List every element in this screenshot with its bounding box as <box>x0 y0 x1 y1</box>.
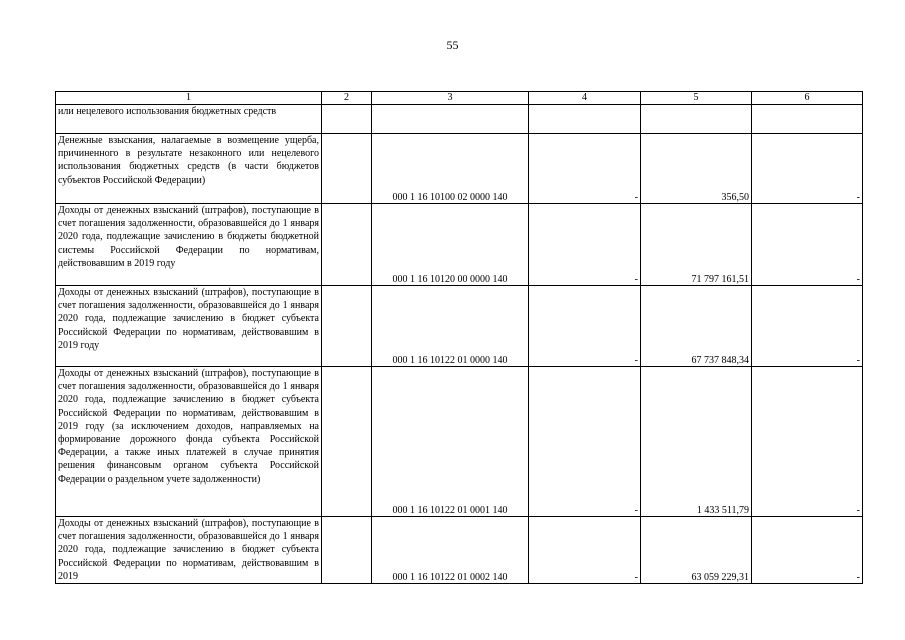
row-amount: 356,50 <box>641 134 752 204</box>
column-header-4: 4 <box>529 92 641 105</box>
row-col2 <box>322 134 372 204</box>
row-col2 <box>322 204 372 286</box>
row-col2 <box>322 105 372 134</box>
column-number-row <box>56 92 863 105</box>
row-col4: - <box>529 517 641 584</box>
row-code: 000 1 16 10100 02 0000 140 <box>372 134 529 204</box>
row-description: Доходы от денежных взысканий (штрафов), поступающие в счет погашения задолженности, образовавшейся до 1 января 2020 года, подлежащие зачислению в бюджеты бюджетной системы Российской Федерации по нормативам, действовавшим в 2019 году <box>56 204 322 286</box>
row-description: Денежные взыскания, налагаемые в возмещение ущерба, причиненного в результате незаконного или нецелевого использования бюджетных средств (в части бюджетов субъектов Российской Федерации) <box>56 134 322 204</box>
table-row <box>56 105 863 134</box>
row-code: 000 1 16 10120 00 0000 140 <box>372 204 529 286</box>
row-col6: - <box>752 134 863 204</box>
table-row <box>56 517 863 584</box>
page-number: 55 <box>446 38 459 52</box>
row-amount: 67 737 848,34 <box>641 286 752 367</box>
row-code: 000 1 16 10122 01 0002 140 <box>372 517 529 584</box>
row-col4: - <box>529 286 641 367</box>
column-header-1: 1 <box>56 92 322 105</box>
row-amount <box>641 105 752 134</box>
revenue-table <box>55 91 863 584</box>
table-row <box>56 134 863 204</box>
row-description: Доходы от денежных взысканий (штрафов), поступающие в счет погашения задолженности, образовавшейся до 1 января 2020 года, подлежащие зачислению в бюджет субъекта Российской Федерации по нормативам, действовавшим в 2019 году (за исключением доходов, направляемых на формирование дорожного фонда субъекта Российской Федерации, а также иных платежей в случае принятия решения финансовым органом субъекта Российской Федерации о раздельном учете задолженности) <box>56 367 322 517</box>
row-col6: - <box>752 517 863 584</box>
column-header-3: 3 <box>372 92 529 105</box>
row-col6: - <box>752 367 863 517</box>
row-col2 <box>322 517 372 584</box>
table-row <box>56 286 863 367</box>
row-description: или нецелевого использования бюджетных средств <box>56 105 322 134</box>
row-col4: - <box>529 367 641 517</box>
row-col4 <box>529 105 641 134</box>
row-col4: - <box>529 204 641 286</box>
table-row <box>56 367 863 517</box>
row-col6 <box>752 105 863 134</box>
row-amount: 1 433 511,79 <box>641 367 752 517</box>
row-code: 000 1 16 10122 01 0000 140 <box>372 286 529 367</box>
row-amount: 71 797 161,51 <box>641 204 752 286</box>
row-col6: - <box>752 286 863 367</box>
column-header-6: 6 <box>752 92 863 105</box>
row-amount: 63 059 229,31 <box>641 517 752 584</box>
column-header-5: 5 <box>641 92 752 105</box>
row-description: Доходы от денежных взысканий (штрафов), поступающие в счет погашения задолженности, образовавшейся до 1 января 2020 года, подлежащие зачислению в бюджет субъекта Российской Федерации по нормативам, действовавшим в 2019 году <box>56 286 322 367</box>
table-row <box>56 204 863 286</box>
row-code: 000 1 16 10122 01 0001 140 <box>372 367 529 517</box>
row-description: Доходы от денежных взысканий (штрафов), поступающие в счет погашения задолженности, образовавшейся до 1 января 2020 года, подлежащие зачислению в бюджет субъекта Российской Федерации по нормативам, действовавшим в 2019 <box>56 517 322 584</box>
row-col4: - <box>529 134 641 204</box>
row-col2 <box>322 286 372 367</box>
row-col6: - <box>752 204 863 286</box>
row-code <box>372 105 529 134</box>
row-col2 <box>322 367 372 517</box>
column-header-2: 2 <box>322 92 372 105</box>
